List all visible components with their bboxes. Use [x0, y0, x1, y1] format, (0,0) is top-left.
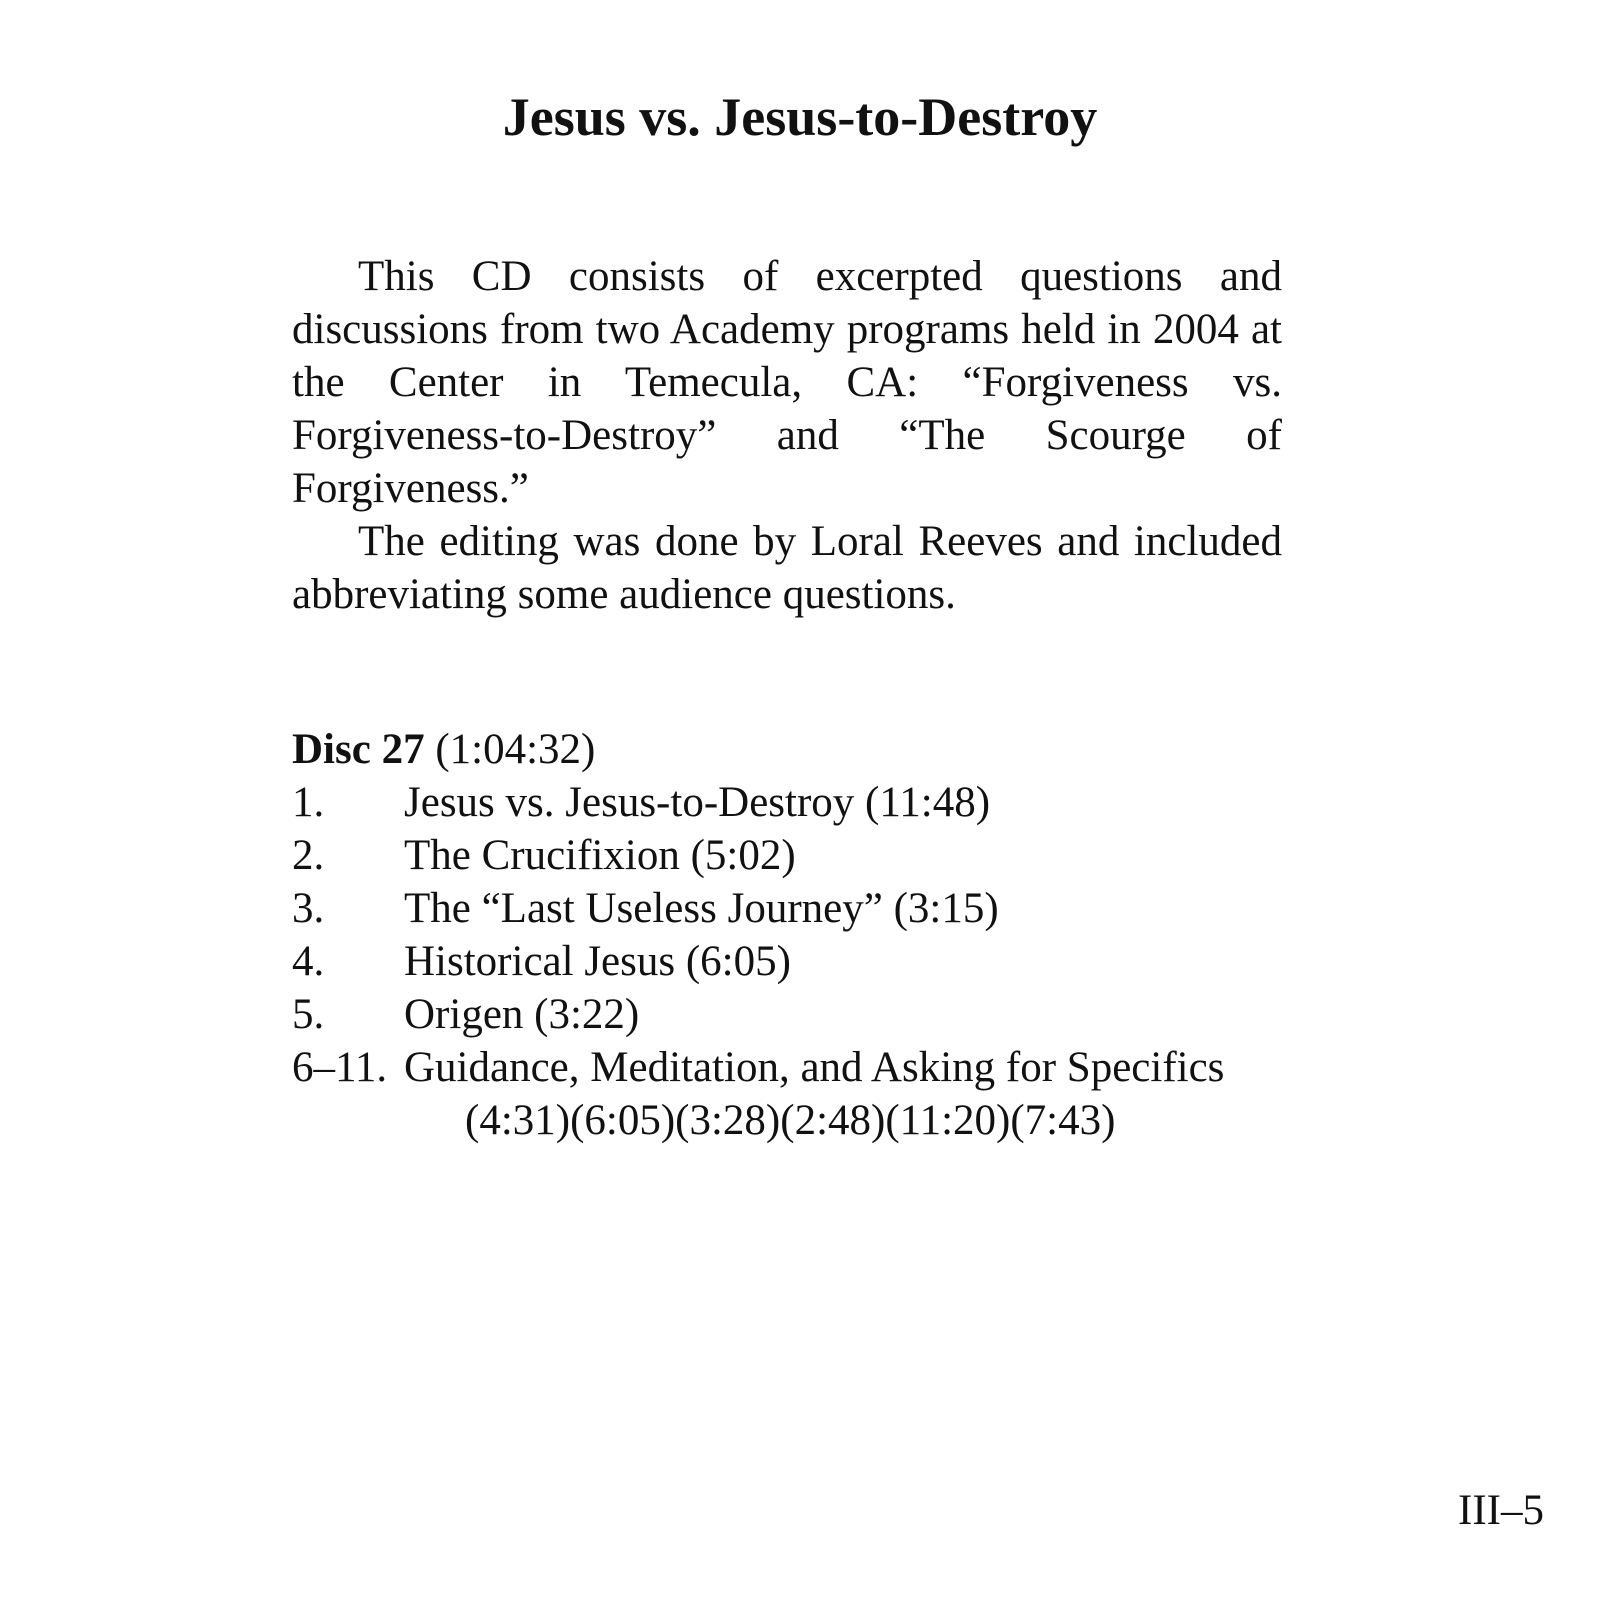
page-number: III–5: [1458, 1487, 1544, 1534]
track-title: Historical Jesus (6:05): [404, 938, 791, 985]
track-number: 4.: [292, 938, 325, 985]
track-number: 3.: [292, 885, 325, 932]
disc-duration: (1:04:32): [435, 726, 596, 773]
track-title: The “Last Useless Journey” (3:15): [404, 885, 999, 932]
description-paragraph: The editing was done by Loral Reeves and included abbreviating some audience questions.: [292, 518, 1282, 618]
track-item: [292, 776, 1372, 829]
description: [292, 250, 1282, 621]
disc-heading: [292, 723, 1372, 776]
track-durations: (4:31)(6:05)(3:28)(2:48)(11:20)(7:43): [465, 1097, 1116, 1144]
track-number: 1.: [292, 779, 325, 826]
track-title: The Crucifixion (5:02): [404, 832, 796, 879]
track-item: [292, 1041, 1372, 1147]
description-paragraph: This CD consists of excerpted questions and discussions from two Academy programs held in 2004 at the Center in Temecula, CA: “Forgiveness vs. Forgiveness-to-Destroy” and “The Scourge of Forgiveness.”: [292, 253, 1282, 512]
track-number: 2.: [292, 832, 325, 879]
track-item: [292, 935, 1372, 988]
track-number: 5.: [292, 991, 325, 1038]
track-title: Origen (3:22): [404, 991, 640, 1038]
track-title: Guidance, Meditation, and Asking for Specifics: [404, 1044, 1225, 1091]
disc-section: [292, 723, 1372, 1147]
disc-label: Disc 27: [292, 726, 425, 773]
track-item: [292, 988, 1372, 1041]
track-item: [292, 829, 1372, 882]
page-title: Jesus vs. Jesus-to-Destroy: [502, 87, 1098, 147]
track-list: [292, 776, 1372, 1147]
track-number: 6–11.: [292, 1044, 388, 1091]
track-title: Jesus vs. Jesus-to-Destroy (11:48): [404, 779, 991, 826]
track-item: [292, 882, 1372, 935]
